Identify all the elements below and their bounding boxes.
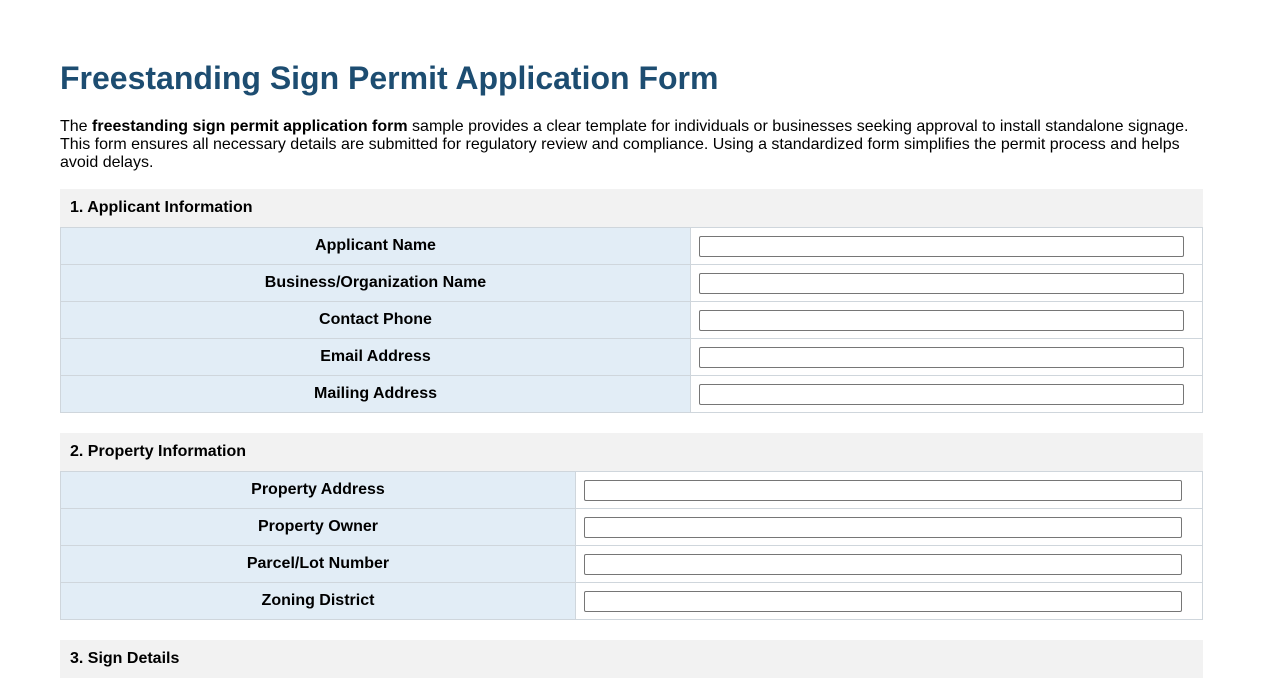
business-name-input[interactable] — [699, 273, 1184, 294]
table-row — [61, 376, 1203, 413]
email-address-input[interactable] — [699, 347, 1184, 368]
table-row — [61, 509, 1203, 546]
mailing-address-input[interactable] — [699, 384, 1184, 405]
table-row — [61, 228, 1203, 265]
property-table — [60, 471, 1203, 620]
property-address-input[interactable] — [584, 480, 1182, 501]
intro-suffix: sample provides a clear template for individuals or businesses seeking approval to install standalone signage. This form ensures all necessary details are submitted for regulatory review and compliance. Using a standardized form simplifies the permit process and helps avoid delays. — [60, 118, 1189, 171]
section-property-information — [60, 433, 1203, 620]
document-page — [60, 0, 1203, 678]
field-label: Mailing Address — [61, 376, 691, 413]
field-label: Email Address — [61, 339, 691, 376]
section-heading: 1. Applicant Information — [60, 189, 1203, 227]
parcel-lot-number-input[interactable] — [584, 554, 1182, 575]
section-heading: 2. Property Information — [60, 433, 1203, 471]
table-row — [61, 302, 1203, 339]
table-row — [61, 339, 1203, 376]
table-row — [61, 546, 1203, 583]
field-label: Property Address — [61, 472, 576, 509]
field-label: Zoning District — [61, 583, 576, 620]
field-label: Contact Phone — [61, 302, 691, 339]
zoning-district-input[interactable] — [584, 591, 1182, 612]
intro-bold-term: freestanding sign permit application form — [92, 118, 408, 135]
table-row — [61, 583, 1203, 620]
field-label: Parcel/Lot Number — [61, 546, 576, 583]
section-sign-details — [60, 640, 1203, 678]
field-label: Property Owner — [61, 509, 576, 546]
section-heading: 3. Sign Details — [60, 640, 1203, 678]
contact-phone-input[interactable] — [699, 310, 1184, 331]
applicant-name-input[interactable] — [699, 236, 1184, 257]
intro-paragraph — [60, 118, 1195, 172]
section-applicant-information — [60, 189, 1203, 413]
field-label: Applicant Name — [61, 228, 691, 265]
table-row — [61, 265, 1203, 302]
applicant-table — [60, 227, 1203, 413]
field-label: Business/Organization Name — [61, 265, 691, 302]
table-row — [61, 472, 1203, 509]
property-owner-input[interactable] — [584, 517, 1182, 538]
page-title: Freestanding Sign Permit Application Form — [60, 60, 719, 96]
intro-prefix: The — [60, 118, 93, 135]
